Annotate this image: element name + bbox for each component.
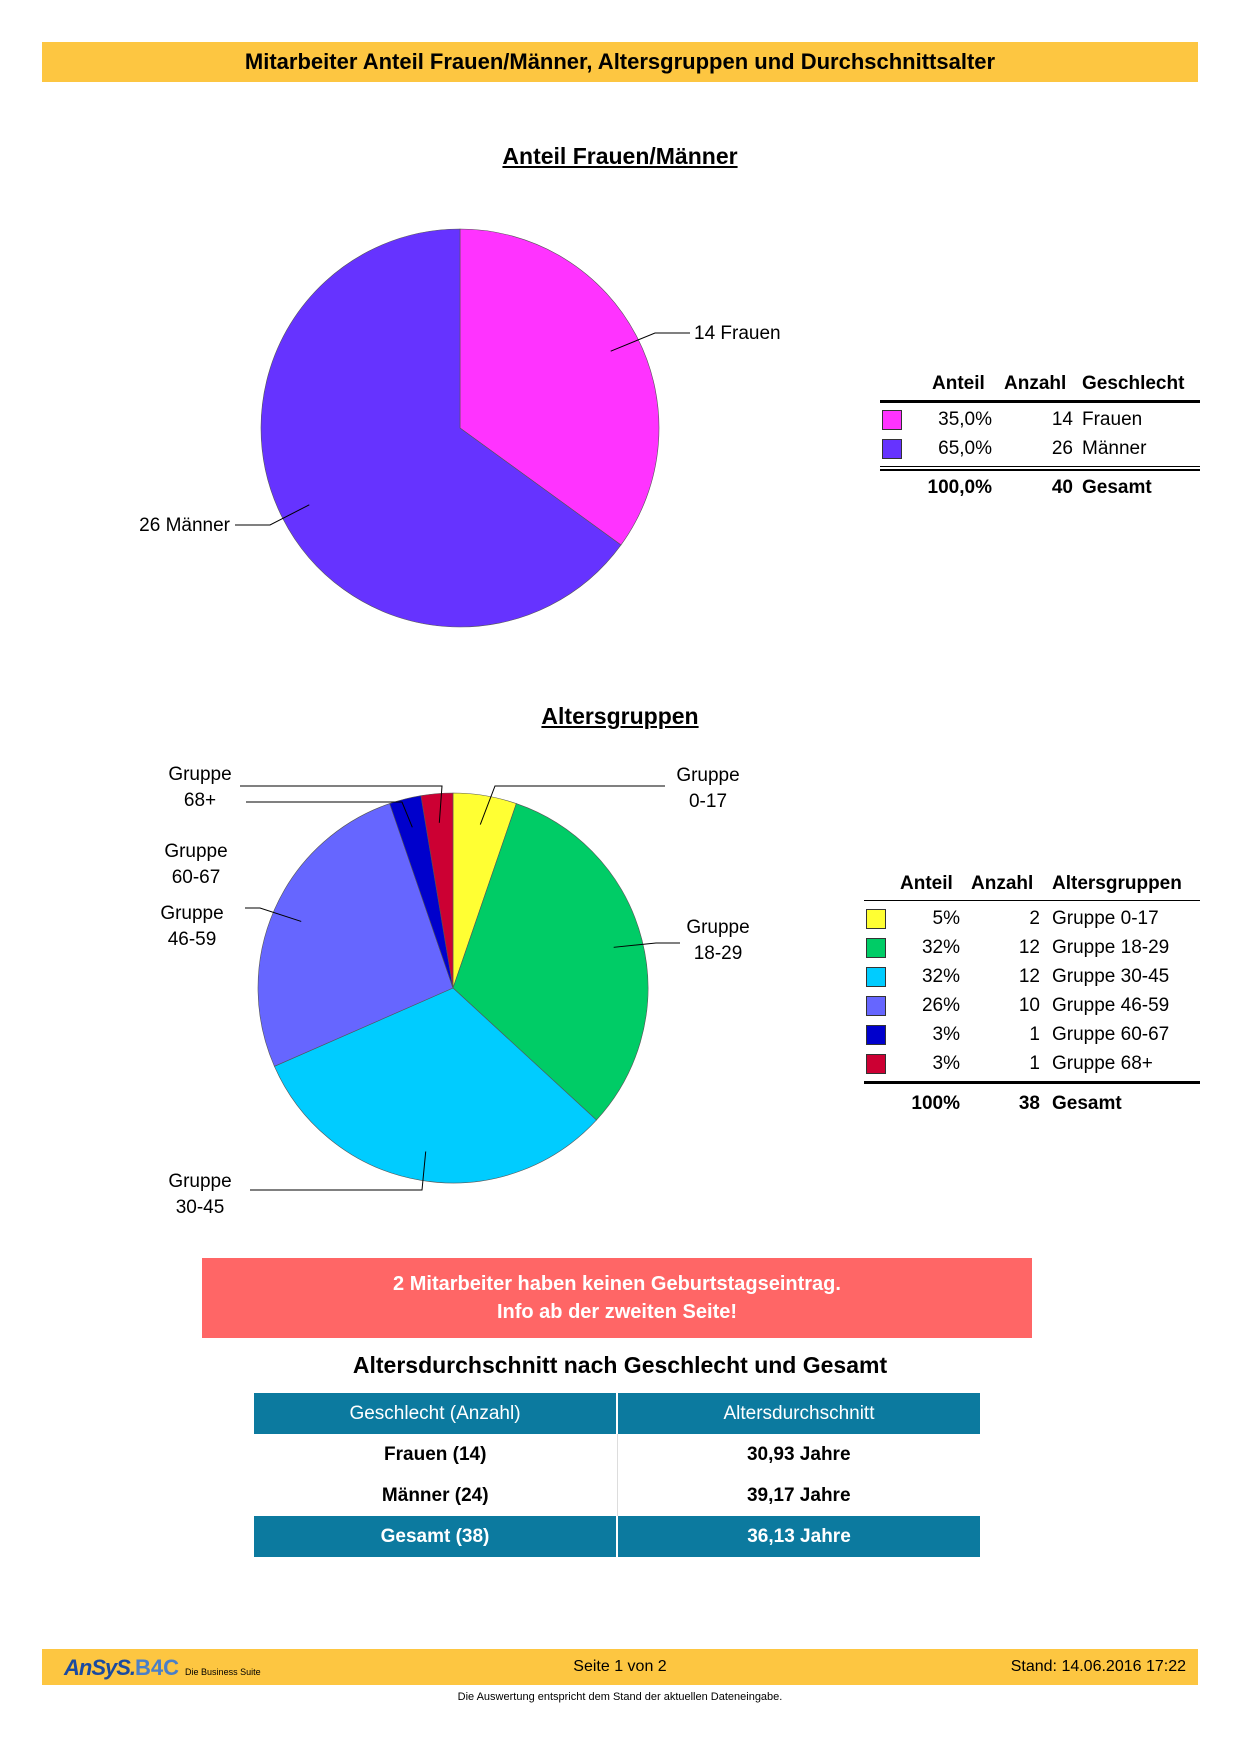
age-chart-title: Altersgruppen — [541, 703, 699, 729]
average-age-title: Altersdurchschnitt nach Geschlecht und Gesamt — [352, 1352, 888, 1378]
legend-row-frauen — [880, 409, 1200, 435]
legend-header-anteil: Anteil — [900, 873, 953, 894]
legend-label: Gruppe 30-45 — [1052, 966, 1170, 987]
footer-note: Die Auswertung entspricht dem Stand der aktuellen Dateneingabe. — [457, 1691, 783, 1703]
legend-anzahl: 10 — [1018, 995, 1040, 1016]
legend-total-label: Gesamt — [1082, 477, 1152, 498]
legend-row — [864, 966, 1200, 992]
legend-total-anzahl: 38 — [1018, 1093, 1040, 1114]
legend-anzahl: 2 — [1029, 908, 1040, 929]
legend-swatch — [866, 909, 886, 929]
legend-swatch — [866, 1025, 886, 1045]
report-header-bar — [42, 42, 1198, 82]
legend-row — [864, 995, 1200, 1021]
gender-legend — [880, 373, 1200, 503]
report-title: Mitarbeiter Anteil Frauen/Männer, Altersgruppen und Durchschnittsalter — [244, 49, 996, 74]
logo-text-b4c: B4C — [135, 1655, 180, 1680]
legend-total-anteil: 100,0% — [927, 477, 992, 498]
legend-swatch — [866, 996, 886, 1016]
report-date: Stand: 14.06.2016 17:22 — [1010, 1658, 1186, 1675]
legend-anteil: 65,0% — [938, 438, 992, 459]
average-age-table — [254, 1393, 980, 1557]
slice-label: 26 Männer — [139, 515, 230, 536]
legend-anzahl: 14 — [1051, 409, 1073, 430]
legend-label: Gruppe 46-59 — [1052, 995, 1170, 1016]
table-row — [254, 1475, 980, 1516]
legend-header-anzahl: Anzahl — [1004, 373, 1067, 394]
legend-label: Frauen — [1082, 409, 1143, 430]
warning-line-2: Info ab der zweiten Seite! — [496, 1301, 738, 1323]
gender-cell: Frauen (14) — [254, 1434, 617, 1475]
legend-anteil: 5% — [932, 908, 960, 929]
legend-anzahl: 12 — [1018, 966, 1040, 987]
legend-label: Gruppe 68+ — [1052, 1053, 1153, 1074]
legend-label: Gruppe 60-67 — [1052, 1024, 1170, 1045]
legend-total-label: Gesamt — [1052, 1093, 1122, 1114]
legend-anzahl: 1 — [1029, 1053, 1040, 1074]
legend-swatch — [866, 938, 886, 958]
legend-label: Männer — [1082, 438, 1147, 459]
slice-label: Gruppe — [168, 764, 232, 785]
legend-row — [864, 908, 1200, 934]
logo-subtitle: Die Business Suite — [185, 1667, 261, 1677]
legend-anzahl: 1 — [1029, 1024, 1040, 1045]
legend-header-altersgruppen: Altersgruppen — [1052, 873, 1182, 894]
column-header-gender: Geschlecht (Anzahl) — [254, 1393, 617, 1434]
warning-line-1: 2 Mitarbeiter haben keinen Geburtstagseintrag. — [393, 1273, 841, 1295]
slice-label: 46-59 — [167, 929, 217, 950]
legend-row — [864, 937, 1200, 963]
slice-label: 14 Frauen — [694, 323, 781, 344]
legend-anteil: 26% — [921, 995, 960, 1016]
table-total-row — [254, 1516, 980, 1557]
legend-anteil: 32% — [921, 966, 960, 987]
missing-birthday-warning — [202, 1258, 1032, 1338]
legend-swatch — [866, 1054, 886, 1074]
legend-anteil: 3% — [932, 1053, 960, 1074]
age-legend — [864, 873, 1200, 1123]
maenner-swatch — [882, 439, 902, 459]
slice-label: Gruppe — [686, 917, 750, 938]
legend-header-anteil: Anteil — [932, 373, 985, 394]
gender-cell: Männer (24) — [254, 1475, 617, 1516]
slice-label: Gruppe — [164, 841, 228, 862]
legend-row-total — [880, 477, 1200, 503]
legend-header-anzahl: Anzahl — [971, 873, 1034, 894]
legend-anzahl: 12 — [1018, 937, 1040, 958]
table-row — [254, 1434, 980, 1475]
legend-row-maenner — [880, 438, 1200, 464]
legend-total-anzahl: 40 — [1051, 477, 1073, 498]
average-cell: 30,93 Jahre — [746, 1443, 851, 1465]
column-header-average: Altersdurchschnitt — [617, 1393, 980, 1434]
total-gender-cell: Gesamt (38) — [254, 1516, 617, 1557]
logo-text-ansys: AnSyS. — [64, 1655, 136, 1680]
legend-row — [864, 1024, 1200, 1050]
slice-label: 60-67 — [171, 867, 221, 888]
legend-row-total — [864, 1093, 1200, 1119]
slice-label: Gruppe — [676, 765, 740, 786]
report-footer-bar — [42, 1649, 1198, 1685]
total-average-cell: 36,13 Jahre — [617, 1516, 980, 1557]
legend-anteil: 32% — [921, 937, 960, 958]
legend-label: Gruppe 18-29 — [1052, 937, 1170, 958]
slice-label: Gruppe — [168, 1171, 232, 1192]
slice-label: Gruppe — [160, 903, 224, 924]
legend-label: Gruppe 0-17 — [1052, 908, 1159, 929]
slice-label: 68+ — [183, 790, 217, 811]
frauen-swatch — [882, 410, 902, 430]
page-indicator: Seite 1 von 2 — [573, 1658, 667, 1675]
legend-header-geschlecht: Geschlecht — [1082, 373, 1185, 394]
legend-row — [864, 1053, 1200, 1079]
table-header-row — [254, 1393, 980, 1434]
slice-label: 0-17 — [688, 791, 728, 812]
legend-total-anteil: 100% — [911, 1093, 960, 1114]
legend-anteil: 35,0% — [938, 409, 992, 430]
slice-label: 30-45 — [175, 1197, 225, 1218]
gender-chart-title: Anteil Frauen/Männer — [502, 143, 738, 169]
legend-anzahl: 26 — [1051, 438, 1073, 459]
average-cell: 39,17 Jahre — [746, 1484, 851, 1506]
legend-anteil: 3% — [932, 1024, 960, 1045]
legend-swatch — [866, 967, 886, 987]
slice-label: 18-29 — [693, 943, 743, 964]
